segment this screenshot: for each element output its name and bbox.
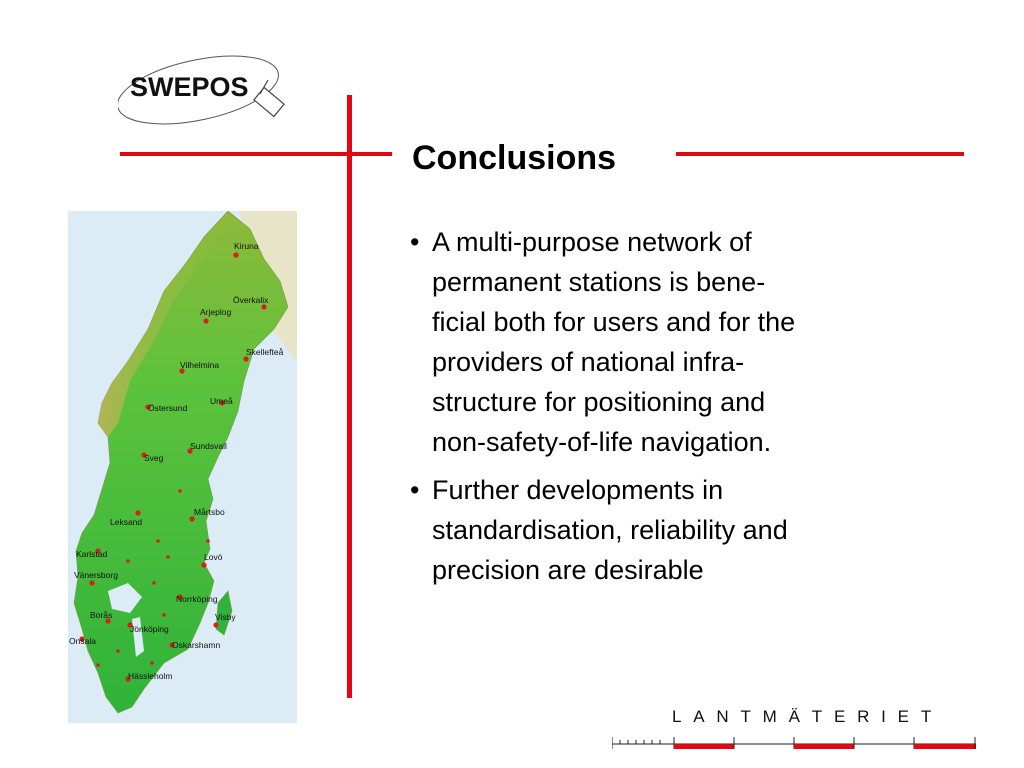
map-label: Skellefteå [246,347,284,357]
map-label: Arjeplog [200,307,232,317]
map-label: Kiruna [234,241,259,251]
bullet-list [410,222,930,598]
map-label: Umeå [210,396,233,406]
bullet-line: ficial both for users and for the [432,307,796,337]
map-label: Mårtsbo [194,507,225,517]
map-label: Jönköping [130,624,169,634]
map-label: Sveg [144,453,164,463]
bullet-line: permanent stations is bene- [432,267,766,297]
bullet-line: structure for positioning and [432,387,766,417]
red-horizontal-line-right [676,152,964,156]
bullet-line: precision are desirable [432,555,704,585]
map-label: Norrköping [176,594,218,604]
sweden-map-graphic [68,211,297,723]
map-label: Oskarshamn [172,640,221,650]
bullet-line: non-safety-of-life navigation. [432,427,772,457]
map-label: Borås [90,610,113,620]
map-label: Överkalix [233,295,269,305]
sweden-station-map [68,211,297,723]
slide-title: Conclusions [412,139,617,177]
map-label: Leksand [110,517,143,527]
map-label: Vilhelmina [180,360,220,370]
map-label: Visby [215,612,236,622]
map-label: Sundsvall [190,441,227,451]
bullet-symbol: • [410,227,420,257]
bullet-line: providers of national infra- [432,347,745,377]
bullet-line: A multi-purpose network of [432,227,752,257]
bullet-line: Further developments in [432,475,724,505]
map-label: Onsala [69,636,96,646]
bullet-line: standardisation, reliability and [432,515,788,545]
logo-text: SWEPOS [130,72,249,102]
red-vertical-line [347,95,352,698]
lantmateriet-brand: LANTMÄTERIET [672,707,944,726]
map-label: Vänersborg [74,570,118,580]
map-label: Lovö [204,552,223,562]
bullet-item [410,222,930,462]
map-label: Hässleholm [128,671,173,681]
map-label: Östersund [148,403,188,413]
scale-bar-icon [612,737,976,749]
swepos-logo [118,52,290,130]
bullet-symbol: • [410,475,420,505]
map-label: Karlstad [76,549,108,559]
bullet-item [410,470,930,590]
